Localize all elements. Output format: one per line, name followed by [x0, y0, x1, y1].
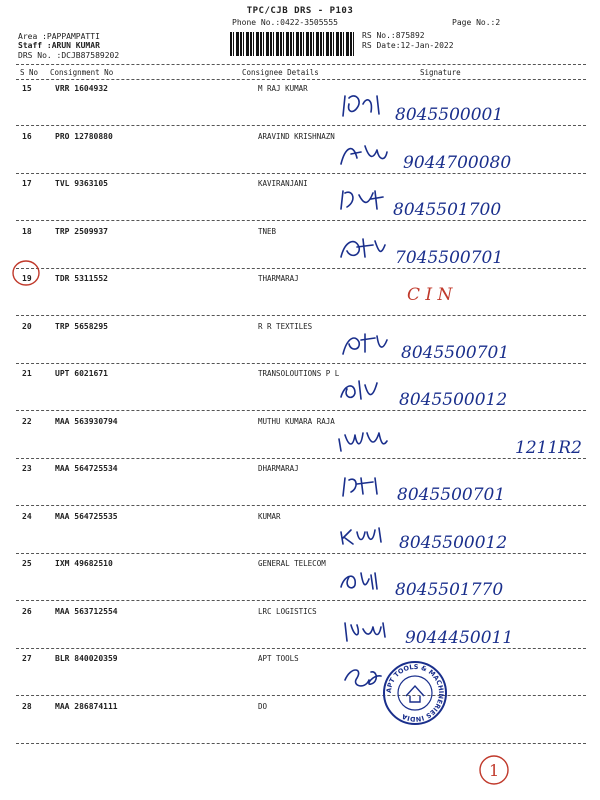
row-signature: [335, 185, 590, 229]
svg-text:APT TOOLS & MACHINERIES INDIA: [385, 663, 445, 723]
phone-number: Phone No.:0422-3505555: [232, 18, 338, 27]
row-consignee-name: THARMARAJ: [258, 274, 299, 283]
row-consignee-name: R R TEXTILES: [258, 321, 313, 331]
signature-text: 8045500701: [397, 485, 506, 505]
row-consignment-number: MAA 564725535: [55, 511, 118, 521]
signature-text: 8045501770: [395, 580, 504, 600]
drs-number: DRS No. :DCJB87589202: [18, 51, 120, 60]
rs-number: RS No.:875892: [362, 31, 425, 40]
rs-date: RS Date:12-Jan-2022: [362, 41, 454, 50]
signature-text: 8045500001: [395, 105, 504, 125]
row-serial-number: 27: [22, 654, 32, 663]
row-consignee-name: M RAJ KUMAR: [258, 84, 308, 93]
footer-circle-mark: [476, 752, 512, 788]
row-consignment-number: VRR 1604932: [55, 84, 108, 93]
row-serial-number: 28: [22, 701, 32, 711]
signature-scrawl: [341, 146, 387, 164]
company-stamp: [382, 660, 448, 726]
signature-scrawl: [339, 433, 387, 451]
footer-mark-text: 1: [489, 761, 500, 780]
row-consignee-name: APT TOOLS: [258, 654, 299, 663]
row-divider: [16, 743, 586, 744]
header-rule-bottom: [16, 79, 586, 80]
signature-scrawl: [341, 381, 377, 399]
row-signature: [335, 565, 590, 609]
row-consignee-name: MUTHU KUMARA RAJA: [258, 416, 335, 426]
row-consignee-name: GENERAL TELECOM: [258, 559, 326, 568]
row-serial-number: 22: [22, 416, 32, 426]
signature-scrawl: [341, 528, 381, 544]
row-consignee-name: DHARMARAJ: [258, 464, 299, 473]
column-header-signature: Signature: [420, 68, 461, 77]
row-consignee-name: TRANSOLOUTIONS P L: [258, 369, 340, 378]
row-consignee-name: KAVIRANJANI: [258, 179, 308, 188]
row-consignment-number: MAA 563930794: [55, 416, 118, 426]
signature-scrawl: [343, 334, 387, 354]
row-consignee-name: LRC LOGISTICS: [258, 606, 317, 616]
row-consignment-number: UPT 6021671: [55, 369, 108, 378]
signature-scrawl: [341, 573, 377, 589]
barcode: [230, 32, 354, 56]
signature-text: 1211R2: [515, 437, 582, 458]
row19-note-text: C I N: [407, 285, 453, 305]
row-serial-number: 19: [22, 274, 32, 283]
signature-text: 9044700080: [403, 152, 512, 173]
signature-text: 8045501700: [393, 200, 502, 220]
row-signature: [335, 423, 590, 467]
row-consignee-name: DO: [258, 701, 268, 711]
row-signature: [335, 613, 590, 657]
signature-scrawl: [345, 623, 385, 641]
row-consignment-number: MAA 286874111: [55, 701, 118, 711]
column-header-consignment: Consignment No: [50, 68, 114, 77]
signature-scrawl: [343, 478, 377, 496]
signature-text: 9044450011: [405, 627, 514, 648]
row-consignment-number: PRO 12780880: [55, 131, 113, 141]
signature-text: 8045500701: [401, 342, 510, 363]
row19-note: [405, 280, 465, 308]
signature-text: 8045500012: [399, 390, 508, 410]
row19-circle-mark: [10, 258, 42, 288]
row-serial-number: 17: [22, 179, 32, 188]
row-signature: [335, 518, 590, 562]
signature-text: 7045500701: [395, 247, 504, 268]
row-consignment-number: TRP 2509937: [55, 226, 108, 236]
area-label: Area :PAPPAMPATTI: [18, 32, 100, 41]
column-header-consignee: Consignee Details: [242, 68, 319, 77]
row-serial-number: 25: [22, 559, 32, 568]
row-consignment-number: MAA 563712554: [55, 606, 118, 616]
staff-label: Staff :ARUN KUMAR: [18, 41, 100, 50]
row-signature: [335, 90, 590, 134]
page-number: Page No.:2: [452, 18, 501, 27]
header-rule-top: [16, 64, 586, 65]
signature-scrawl: [341, 239, 385, 257]
row-serial-number: 16: [22, 131, 32, 141]
row-consignment-number: IXM 49682510: [55, 559, 113, 568]
row-serial-number: 24: [22, 511, 32, 521]
row-signature: [335, 138, 590, 182]
row-signature: [335, 328, 590, 372]
row-consignment-number: BLR 840020359: [55, 654, 118, 663]
signature-scrawl: [343, 96, 379, 116]
row-serial-number: 15: [22, 84, 32, 93]
row-consignment-number: MAA 564725534: [55, 464, 118, 473]
row-signature: [335, 470, 590, 514]
row-divider: [16, 315, 586, 316]
column-header-sno: S No: [20, 68, 39, 77]
row-consignment-number: TRP 5658295: [55, 321, 108, 331]
row-serial-number: 26: [22, 606, 32, 616]
row-serial-number: 20: [22, 321, 32, 331]
sheet-title: TPC/CJB DRS - P103: [246, 6, 354, 16]
row-signature: [335, 233, 590, 277]
row-signature: [335, 375, 590, 419]
row-consignee-name: ARAVIND KRISHNAZN: [258, 131, 335, 141]
signature-scrawl: [341, 191, 383, 209]
row-consignee-name: TNEB: [258, 226, 277, 236]
row-consignment-number: TVL 9363105: [55, 179, 108, 188]
row-consignment-number: TDR 5311552: [55, 274, 108, 283]
row-serial-number: 23: [22, 464, 32, 473]
signature-text: 8045500012: [399, 532, 508, 553]
row-serial-number: 18: [22, 226, 32, 236]
signature-scrawl: [345, 670, 381, 686]
row-signature: [335, 660, 590, 704]
stamp-text: APT TOOLS & MACHINERIES INDIA: [384, 662, 446, 724]
row-consignee-name: KUMAR: [258, 511, 281, 521]
row-serial-number: 21: [22, 369, 32, 378]
